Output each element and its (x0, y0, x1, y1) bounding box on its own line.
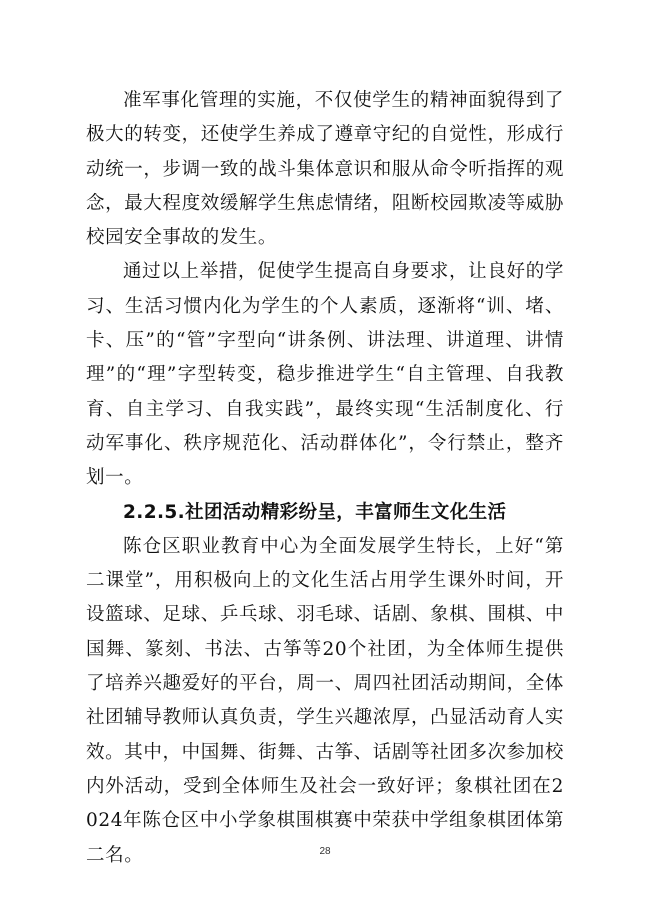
paragraph-club-activities: 陈仓区职业教育中心为全面发展学生特长，上好“第二课堂”，用积极向上的文化生活占用学生课外时间，开设篮球、足球、乒乓球、羽毛球、话剧、象棋、围棋、中国舞、篆刻、书法、古筝等20个社团，为全体师生提供了培养兴趣爱好的平台，周一、周四社团活动期间，全体社团辅导教师认真负责，学生兴趣浓厚，凸显活动育人实效。其中，中国舞、街舞、古筝、话剧等社团多次参加校内外活动，受到全体师生及社会一致好评；象棋社团在2024年陈仓区中小学象棋围棋赛中荣获中学组象棋团体第二名。 (86, 535, 564, 866)
section-heading: 2.2.5.社团活动精彩纷呈，丰富师生文化生活 (123, 501, 507, 523)
page-number: 28 (319, 846, 331, 857)
paragraph-habits-transformation: 通过以上举措，促使学生提高自身要求，让良好的学习、生活习惯内化为学生的个人素质，逐渐将“训、堵、卡、压”的“管”字型向“讲条例、讲法理、讲道理、讲情理”的“理”字型转变，稳步推进学生“自主管理、自我教育、自主学习、自我实践”，最终实现“生活制度化、行动军事化、秩序规范化、活动群体化”，令行禁止，整齐划一。 (86, 261, 564, 489)
page-content (86, 84, 564, 873)
paragraph-military-management: 准军事化管理的实施，不仅使学生的精神面貌得到了极大的转变，还使学生养成了遵章守纪的自觉性，形成行动统一，步调一致的战斗集体意识和服从命令听指挥的观念，最大程度效缓解学生焦虑情绪，阻断校园欺凌等威胁校园安全事故的发生。 (86, 90, 564, 249)
